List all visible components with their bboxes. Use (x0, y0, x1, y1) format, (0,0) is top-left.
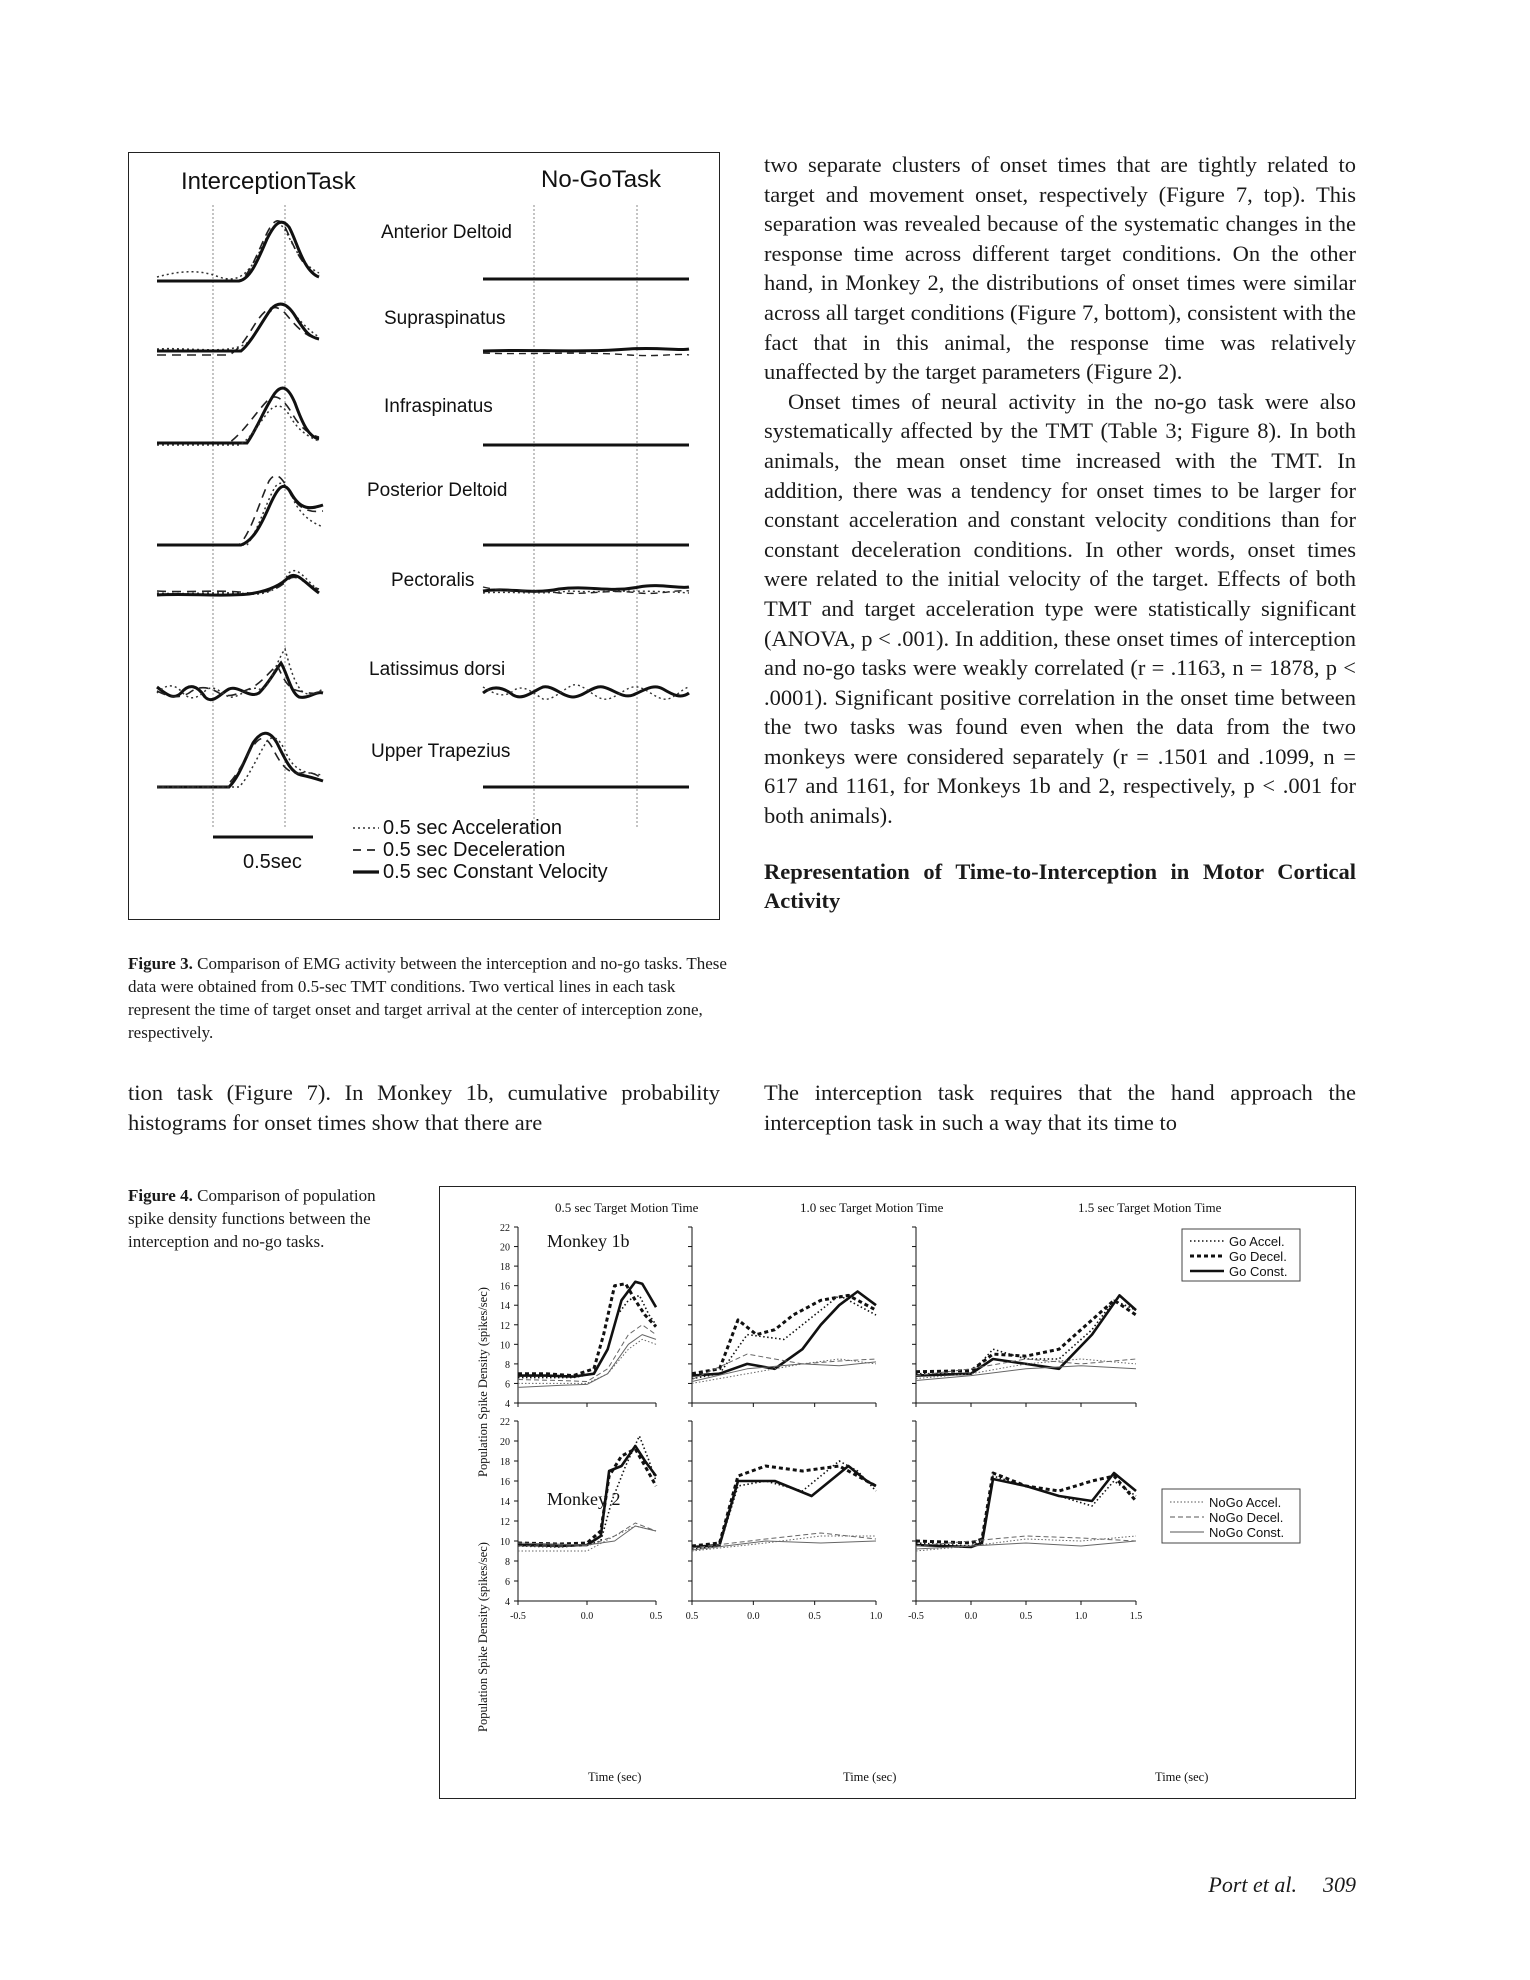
fig4-xlabel: Time (sec) (1155, 1770, 1209, 1784)
fig4-legend-label: Go Const. (1229, 1264, 1288, 1279)
fig4-series-line (518, 1295, 656, 1377)
fig4-axes (500, 1223, 1142, 1622)
fig4-y-tick-label: 16 (500, 1477, 510, 1488)
caption-text: Comparison of EMG activity between the interception and no-go tasks. These data were obtained from 0.5-sec TMT conditions. Two vertical lines in each task represent the time of target onset and target arrival at the center of interception zone, respectively. (128, 954, 727, 1042)
fig4-y-tick-label: 6 (505, 1379, 510, 1391)
fig4-xlabel: Time (sec) (843, 1770, 897, 1784)
page-number: 309 (1323, 1872, 1356, 1897)
fig3-legend-label: 0.5 sec Constant Velocity (383, 861, 608, 883)
fig4-legend-label: NoGo Decel. (1209, 1510, 1284, 1525)
fig3-legend (353, 817, 608, 883)
fig3-title-right: No-GoTask (541, 166, 662, 193)
fig4-y-tick-label: 22 (500, 1417, 510, 1428)
fig4-legend-label: NoGo Const. (1209, 1525, 1285, 1540)
fig4-x-tick-label: -0.5 (510, 1611, 526, 1622)
fig4-x-tick-label: 0.5 (808, 1611, 821, 1622)
paragraph: Onset times of neural activity in the no-go task were also systematically affected by the TMT (Table 3; Figure 8). In both animals, the mean onset time increased with the TMT. In addition, there was a tendency for onset times to be larger for constant acceleration and constant velocity conditions than for constant deceleration conditions. In other words, onset times were related to the initial velocity of the target. Effects of both TMT and target acceleration type were statistically significant (ANOVA, p < .001). In addition, these onset times of interception and no-go tasks were weakly correlated (r = .1163, n = 1878, p < .0001). Significant positive correlation in the onset time between the two tasks was found even when the data from the two monkeys were considered separately (r = .1501 and .1099, n = 617 and 1161, for Monkeys 1b and 2, respectively, p < .001 for both animals). (764, 388, 1356, 829)
fig4-x-tick-label: 0.5 (649, 1611, 663, 1622)
fig4-x-tick-label: 0.0 (964, 1611, 978, 1622)
fig3-muscle-label: Posterior Deltoid (367, 480, 508, 501)
fig4-y-tick-label: 4 (505, 1597, 510, 1608)
figure-3-caption (128, 952, 728, 1044)
fig4-xlabel: Time (sec) (588, 1770, 642, 1784)
fig4-y-tick-label: 8 (505, 1359, 510, 1371)
fig4-x-tick-label: 0.0 (747, 1611, 760, 1622)
fig3-title-left: InterceptionTask (181, 168, 356, 195)
fig4-y-tick-label: 16 (500, 1281, 510, 1293)
fig3-muscle-label: Upper Trapezius (371, 741, 511, 762)
section-heading: Representation of Time-to-Interception in Motor Cortical Activity (764, 858, 1356, 913)
fig4-y-tick-label: 20 (500, 1242, 510, 1254)
right-column-bottom-text (764, 1078, 1356, 1137)
fig4-series-line (692, 1461, 876, 1549)
fig4-panel-title: 0.5 sec Target Motion Time (555, 1200, 699, 1215)
fig4-panel-title: 1.5 sec Target Motion Time (1078, 1200, 1222, 1215)
right-column-text (764, 150, 1356, 915)
fig4-series-line (518, 1335, 656, 1388)
fig4-series-line (518, 1325, 656, 1382)
figure-3-emg-plot (129, 153, 721, 921)
fig4-y-tick-label: 18 (500, 1262, 510, 1274)
fig4-y-tick-label: 4 (505, 1399, 510, 1410)
figure-4 (439, 1186, 1356, 1799)
fig4-series-line (692, 1466, 876, 1547)
fig4-row-label: Monkey 1b (547, 1231, 630, 1251)
fig3-muscle-label: Anterior Deltoid (381, 222, 512, 243)
fig3-muscle-label: Pectoralis (391, 570, 475, 591)
fig4-ylabel: Population Spike Density (spikes/sec) (476, 1287, 490, 1477)
fig3-legend-label: 0.5 sec Deceleration (383, 839, 566, 861)
fig4-legend-nogo (1162, 1489, 1300, 1543)
fig4-x-tick-label: 0.5 (685, 1611, 699, 1622)
fig4-x-tick-label: 1.0 (869, 1611, 883, 1622)
caption-label: Figure 4. (128, 1186, 193, 1205)
fig4-x-tick-label: 0.5 (1019, 1611, 1033, 1622)
fig4-series-line (692, 1466, 876, 1546)
fig4-series-line (916, 1473, 1136, 1543)
fig4-x-tick-label: 0.0 (580, 1611, 594, 1622)
fig4-legend-label: Go Decel. (1229, 1249, 1287, 1264)
fig4-series-line (518, 1282, 656, 1377)
fig4-y-tick-label: 20 (500, 1437, 510, 1448)
fig4-y-tick-label: 12 (500, 1517, 510, 1528)
fig4-y-tick-label: 22 (500, 1223, 510, 1234)
fig4-x-tick-label: 1.0 (1074, 1611, 1088, 1622)
running-authors: Port et al. (1208, 1872, 1297, 1897)
fig4-series-line (692, 1292, 876, 1376)
fig4-y-tick-label: 8 (505, 1557, 510, 1568)
fig4-y-tick-label: 18 (500, 1457, 510, 1468)
fig4-series-line (916, 1300, 1136, 1371)
fig4-y-tick-label: 10 (500, 1537, 510, 1548)
fig4-series-line (518, 1526, 656, 1545)
fig4-legend-go (1182, 1229, 1300, 1281)
fig3-scale-bar-label: 0.5sec (243, 851, 302, 873)
fig3-muscle-label: Latissimus dorsi (369, 659, 506, 680)
fig4-legend-label: NoGo Accel. (1209, 1495, 1282, 1510)
fig4-y-tick-label: 14 (500, 1497, 510, 1508)
fig4-series-line (916, 1473, 1136, 1547)
fig3-muscle-label: Supraspinatus (384, 308, 506, 329)
fig4-x-tick-label: 1.5 (1129, 1611, 1143, 1622)
fig4-series-line (518, 1284, 656, 1376)
fig4-y-tick-label: 6 (505, 1577, 510, 1588)
fig4-y-tick-label: 12 (500, 1320, 510, 1332)
caption-text: Comparison of population spike density functions between the interception and no-go tasks. (128, 1186, 376, 1251)
fig3-muscle-label: Infraspinatus (384, 396, 493, 417)
fig4-row-label: Monkey 2 (547, 1489, 621, 1509)
fig4-ylabel: Population Spike Density (spikes/sec) (476, 1542, 490, 1732)
fig4-series-line (916, 1295, 1136, 1375)
paragraph: two separate clusters of onset times that are tightly related to target and movement onset, respectively (Figure 7, top). This separation was revealed because of the systematic changes in the response time across different target conditions. On the other hand, in Monkey 2, the distributions of onset times were similar across all target conditions (Figure 7, bottom), consistent with the fact that in this animal, the response time was relatively unaffected by the target parameters (Figure 2). (764, 152, 1356, 385)
figure-4-spike-density-plot (440, 1187, 1357, 1800)
figure-4-caption (128, 1184, 398, 1253)
fig4-x-tick-label: -0.5 (908, 1611, 924, 1622)
fig4-y-tick-label: 10 (500, 1340, 510, 1352)
page-footer (1180, 1872, 1356, 1898)
paragraph: tion task (Figure 7). In Monkey 1b, cumulative probability histograms for onset times show that there are (128, 1080, 720, 1135)
fig4-y-tick-label: 14 (500, 1301, 510, 1313)
caption-label: Figure 3. (128, 954, 193, 973)
fig4-legend-label: Go Accel. (1229, 1234, 1285, 1249)
fig4-series (518, 1282, 1136, 1551)
fig4-panel-title: 1.0 sec Target Motion Time (800, 1200, 944, 1215)
left-column-text (128, 1078, 720, 1137)
fig3-legend-label: 0.5 sec Acceleration (383, 817, 562, 839)
figure-3 (128, 152, 720, 920)
paragraph: The interception task requires that the hand approach the interception task in such a way that its time to (764, 1080, 1356, 1135)
